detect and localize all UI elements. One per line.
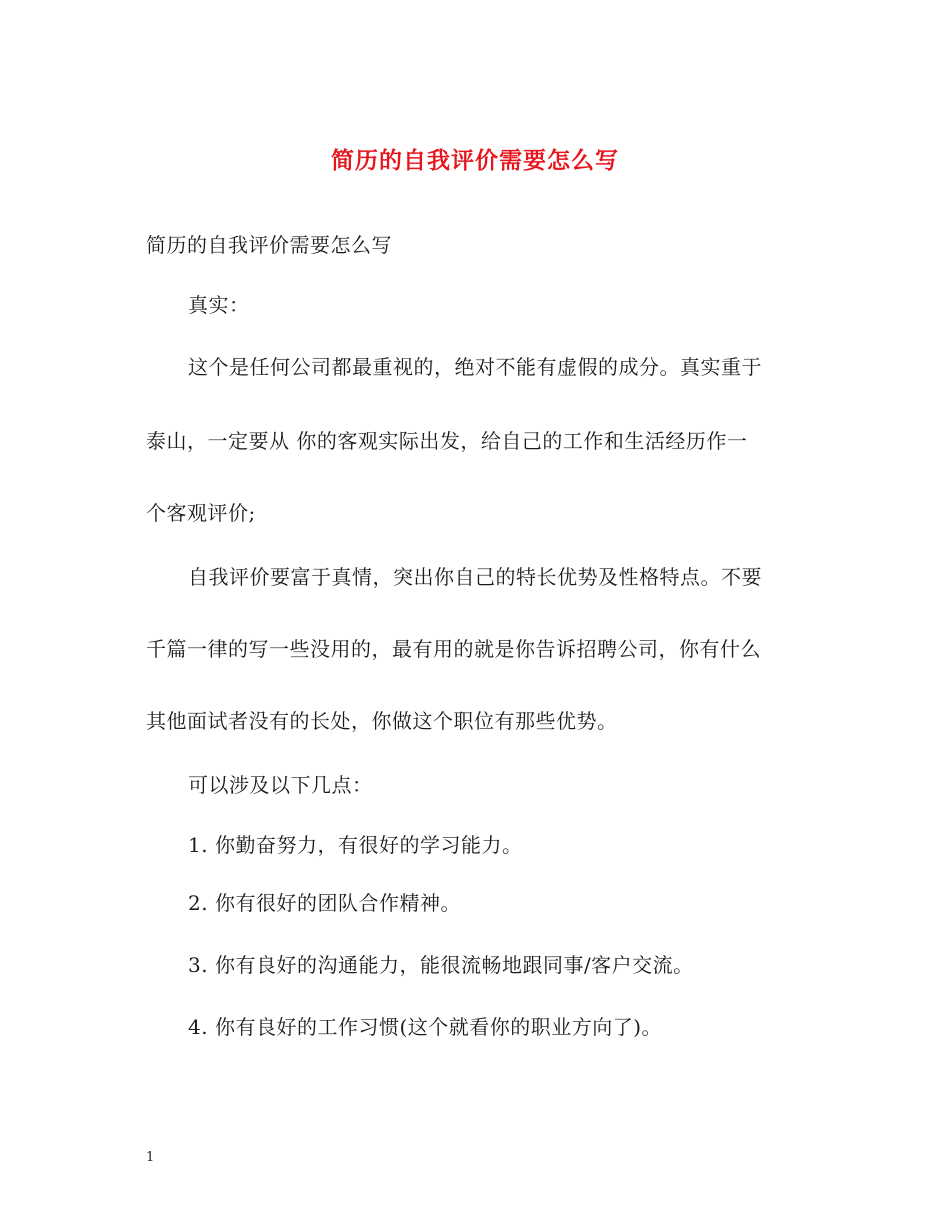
paragraph2-line2: 千篇一律的写一些没用的，最有用的就是你告诉招聘公司，你有什么 (146, 637, 761, 661)
paragraph2-line1: 自我评价要富于真情，突出你自己的特长优势及性格特点。不要 (188, 565, 762, 589)
paragraph2-line3: 其他面试者没有的长处，你做这个职位有那些优势。 (146, 709, 618, 733)
list-item: 4. 你有良好的工作习惯(这个就看你的职业方向了)。 (188, 1015, 663, 1039)
document-subtitle: 简历的自我评价需要怎么写 (146, 233, 392, 257)
list-item: 1. 你勤奋努力，有很好的学习能力。 (188, 833, 523, 857)
paragraph1-line1: 这个是任何公司都最重视的，绝对不能有虚假的成分。真实重于 (188, 355, 762, 379)
list-item: 2. 你有很好的团队合作精神。 (188, 891, 461, 915)
paragraph1-line3: 个客观评价; (146, 501, 256, 525)
paragraph1-line2: 泰山，一定要从 你的客观实际出发，给自己的工作和生活经历作一 (146, 429, 748, 453)
list-intro: 可以涉及以下几点： (188, 773, 373, 797)
list-item: 3. 你有良好的沟通能力，能很流畅地跟同事/客户交流。 (188, 953, 694, 977)
section-heading: 真实： (188, 293, 250, 317)
document-title: 简历的自我评价需要怎么写 (331, 147, 619, 174)
page-number: 1 (146, 1150, 155, 1165)
